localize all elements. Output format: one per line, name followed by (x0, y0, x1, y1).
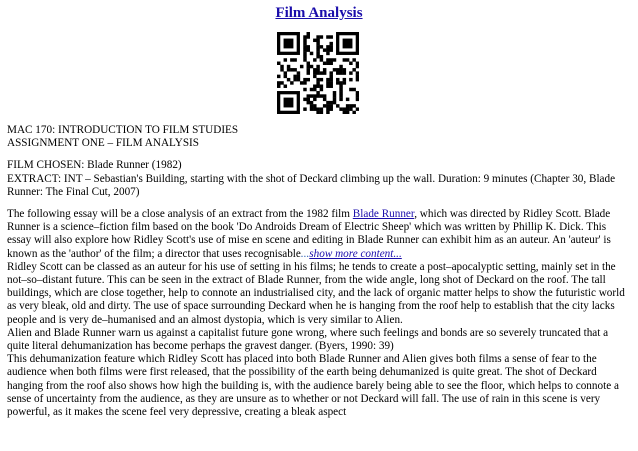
course-code-line: MAC 170: INTRODUCTION TO FILM STUDIES (7, 124, 239, 136)
spacer (7, 199, 633, 208)
extract-line: EXTRACT: INT – Sebastian's Building, starting with the shot of Deckard climbing up the wall. Duration: 9 minutes (Chapter 30, Blade Runner: The Final Cut, 2007) (7, 172, 616, 198)
page-title (0, 4, 638, 22)
spacer (7, 150, 633, 159)
essay-paragraph-1 (7, 208, 633, 261)
title-link[interactable]: Film Analysis (275, 5, 363, 21)
essay-text: The following essay will be a close analysis of an extract from the 1982 film (7, 208, 353, 221)
essay-text: , which was directed by Ridley Scott. Blade Runner is a science–fiction film based on the book 'Do Androids Dream of Electric Sheep' which was written by Phillip K. Dick. This essay will also explore how Ridley Scott's use of mise en scene and editing in Blade Runner can exhibit him as an auteur. An 'auteur' is known as the 'author' of the film; a director that uses recognisable (7, 208, 611, 260)
film-chosen-line: FILM CHOSEN: Blade Runner (1982) (7, 159, 182, 172)
document-body (7, 124, 633, 419)
essay-quote: Alien and Blade Runner warn us against a capitalist future gone wrong, where such feelings and bonds are so severely truncated that a quite literal dehumanization has become perhaps the gravest danger. (Byers, 1990: 39) (7, 326, 609, 353)
essay-paragraph-3: This dehumanization feature which Ridley Scott has placed into both Blade Runner and Alien gives both films a sense of fear to the audience when both films were first released, that the possibility of the earth being dehumanized is quite great. The shot of Deckard hanging from the roof also shows how high the building is, with the audience barely being able to see the floor, which helps to connote a sense of uncertainty from the audience, as they are unsure as to whether or not Deckard will fall. The use of rain in this scene is very powerful, as it makes the scene feel very depressive, creating a bleak aspect (7, 353, 619, 419)
essay-paragraph-2: Ridley Scott can be classed as an auteur for his use of setting in his films; he tends to create a post–apocalyptic setting, mainly set in the not–so–distant future. This can be seen in the extract of Blade Runner, from the wide angle, long shot of Deckard on the roof. The tall buildings, which are close together, help to connote an industrialised city, and the lack of organic matter helps to show the futuristic world as very bleak, old and dirty. The use of space surrounding Deckard when he is hanging from the roof help to establish that the city lacks people and is very de–humanised and an almost dystopia, which is very similar to Alien. (7, 260, 625, 326)
qr-code-icon (277, 32, 359, 114)
assignment-line: ASSIGNMENT ONE – FILM ANALYSIS (7, 137, 199, 150)
ellipsis: ... (300, 247, 310, 260)
qr-code-graphic (277, 32, 359, 114)
film-title-link[interactable]: Blade Runner (352, 208, 415, 221)
show-more-link[interactable]: show more content... (309, 247, 402, 260)
